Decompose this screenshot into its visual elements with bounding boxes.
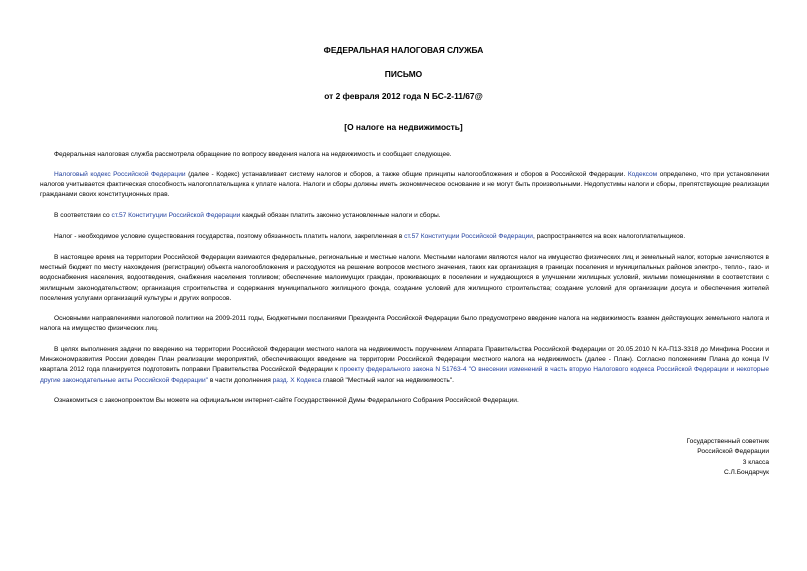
- paragraph-7-text-1: В целях выполнения задачи по введению на территории Российской Федерации местного налога на недвижимость поручением Аппарата Правительства Российской Федерации от 20.05.2010 N КА-П13-3318 до Минфина России и Минэкономразвития России доведен План реализации мероприятий, обеспечивающих введение на территории Российской Федерации местного налога на недвижимость (далее - План). Согласно положениям Плана до конца IV квартала 2012 года планируется подготовить поправки Правительства Российской Федерации к: [40, 346, 769, 374]
- paragraph-2-text-2: определено, что при установлении налогов учитывается фактическая способность налогоплательщика к уплате налога. Налоги и сборы должны иметь экономическое основание и не могут быть произвольными. Недопустимы налоги и сборы, препятствующие реализации гражданами своих конституционных прав.: [40, 171, 769, 199]
- tax-code-link[interactable]: Налоговый кодекс Российской Федерации: [54, 171, 186, 178]
- paragraph-4: [40, 232, 769, 242]
- paragraph-3: [40, 211, 769, 221]
- paragraph-8: Ознакомиться с законопроектом Вы можете на официальном интернет-сайте Государственной Думы Федерального Собрания Российской Федерации.: [54, 397, 519, 404]
- paragraph-4-text-2: , распространяется на всех налогоплательщиков.: [532, 233, 686, 240]
- paragraph-7-text-2: в части дополнения: [208, 376, 273, 384]
- doc-type-title: ПИСЬМО: [384, 69, 423, 79]
- paragraph-5: В настоящее время на территории Российской Федерации взимаются федеральные, региональные и местные налоги. Местными налогами являются налог на имущество физических лиц и земельный налог, которые зачисляются в местный бюджет по месту нахождения (регистрации) объекта налогообложения и расходуются на решение вопросов местного значения, таких как организация в границах поселения и муниципальных районов электро-, тепло-, газо- и водоснабжения населения, водоотведения, снабжения населения топливом; обеспечение малоимущих граждан, проживающих в поселении и нуждающихся в улучшении жилищных условий, жилыми помещениями в соответствии с жилищным законодательством; организация строительства и содержания муниципального жилищного фонда, создание условий для жилищного строительства; создание условий для организации досуга и обеспечения жителей поселения услугами организаций культуры и других вопросов.: [40, 254, 769, 302]
- signature-name: С.Л.Бондарчук: [723, 468, 769, 476]
- paragraph-3-text-2: каждый обязан платить законно установленные налоги и сборы.: [240, 212, 441, 219]
- code-section-x-link[interactable]: разд. X Кодекса: [272, 376, 322, 384]
- signature-line-2: Российской Федерации: [697, 448, 769, 456]
- paragraph-2-text-1: (далее - Кодекс) устанавливает систему налогов и сборов, а также общие принципы налогообложения и сборов в Российской Федерации.: [185, 171, 628, 178]
- paragraph-7: [40, 345, 769, 386]
- doc-date-number: от 2 февраля 2012 года N БС-2-11/67@: [324, 91, 483, 101]
- paragraph-6: Основными направлениями налоговой политики на 2009-2011 годы, Бюджетными посланиями Президента Российской Федерации было предусмотрено введение налога на недвижимость взамен действующих земельного налога и налога на имущество физических лиц.: [40, 315, 769, 333]
- paragraph-3-text-1: В соответствии со: [54, 212, 112, 219]
- agency-title: ФЕДЕРАЛЬНАЯ НАЛОГОВАЯ СЛУЖБА: [323, 45, 484, 55]
- paragraph-1: Федеральная налоговая служба рассмотрела обращение по вопросу введения налога на недвижимость и сообщает следующее.: [54, 151, 452, 158]
- constitution-art57-link[interactable]: ст.57 Конституции Российской Федерации: [111, 212, 241, 219]
- paragraph-7-text-3: главой "Местный налог на недвижимость".: [321, 376, 454, 384]
- signature-line-3: 3 класса: [742, 458, 769, 466]
- code-link[interactable]: Кодексом: [627, 171, 658, 178]
- constitution-art57-link-2[interactable]: ст.57 Конституции Российской Федерации: [404, 233, 533, 240]
- draft-law-link[interactable]: проекту федерального закона N 51763-4 "О внесении изменений в часть вторую Налогового кодекса Российской Федерации и некоторые другие законодательные акты Российской Федерации": [40, 366, 769, 384]
- signature-line-1: Государственный советник: [686, 438, 769, 445]
- paragraph-4-text-1: Налог - необходимое условие существования государства, поэтому обязанность платить налоги, закрепленная в: [54, 233, 405, 240]
- paragraph-2: [40, 170, 769, 201]
- doc-subject: [О налоге на недвижимость]: [344, 122, 463, 132]
- signature-block: [687, 437, 769, 478]
